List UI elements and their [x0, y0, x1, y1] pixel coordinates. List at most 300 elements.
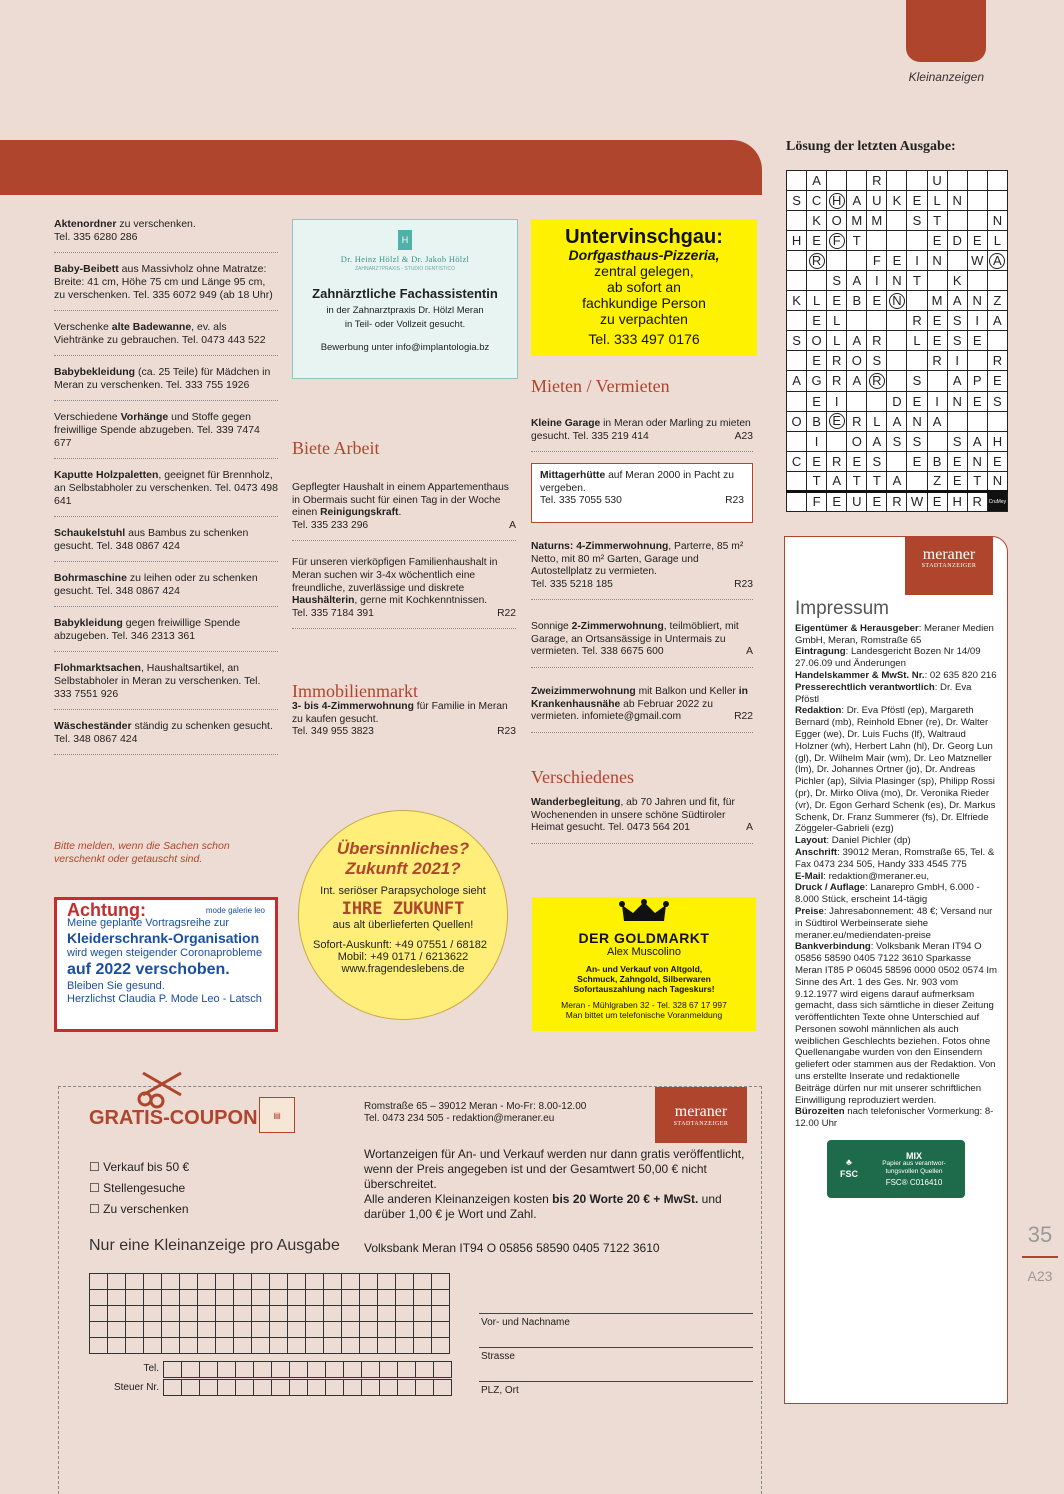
crossword-letter: E	[892, 253, 902, 269]
untervinschgau-ad	[531, 219, 757, 356]
grid-cell[interactable]	[182, 1362, 200, 1378]
grid-cell[interactable]	[342, 1322, 360, 1338]
crossword-letter: A	[852, 373, 862, 389]
grid-cell[interactable]	[234, 1322, 252, 1338]
unterv-line: Untervinschgau:	[565, 226, 723, 248]
crossword-cell	[927, 411, 947, 431]
ad-text: aus Bambus zu schenken gesucht. Tel. 348 0867 424	[54, 527, 249, 552]
grid-cell[interactable]	[126, 1322, 144, 1338]
crossword-letter: I	[834, 393, 839, 409]
crossword-letter: A	[872, 433, 882, 449]
grid-cell[interactable]	[108, 1338, 126, 1354]
impressum-value: : redaktion@meraner.eu,	[823, 870, 929, 882]
achtung-ad: Achtung: mode galerie leo Meine geplante Vortragsreihe zur Kleiderschrank-Organisation wird wegen steigender Coronaprobleme auf 2022 verschoben. Bleiben Sie gesund. Herzlichst Claudia P. Mode Leo - Latsch	[54, 897, 278, 1032]
grid-cell[interactable]	[180, 1274, 198, 1290]
crossword-cell	[827, 391, 847, 411]
grid-cell[interactable]	[290, 1362, 308, 1378]
option-verschenken[interactable]	[89, 1199, 189, 1220]
checkbox-icon[interactable]: ☐	[89, 1202, 100, 1216]
grid-cell[interactable]	[272, 1362, 290, 1378]
grid-cell[interactable]	[216, 1338, 234, 1354]
grid-cell[interactable]	[234, 1290, 252, 1306]
grid-cell[interactable]	[378, 1322, 396, 1338]
grid-cell[interactable]	[90, 1290, 108, 1306]
street-line[interactable]	[479, 1347, 753, 1348]
grid-cell[interactable]	[162, 1322, 180, 1338]
crossword-cell	[827, 311, 847, 331]
grid-cell[interactable]	[378, 1290, 396, 1306]
coupon-word-grid[interactable]	[89, 1273, 450, 1354]
achtung-line: Meine geplante Vortragsreihe zur	[67, 917, 230, 929]
grid-cell[interactable]	[432, 1306, 450, 1322]
grid-cell[interactable]	[398, 1362, 416, 1378]
tel-grid[interactable]	[163, 1361, 452, 1378]
ad-text: , geeignet für Brennholz, an Selbstabholer zu verschenken. Tel. 0473 498 641	[54, 469, 278, 507]
grid-cell[interactable]	[144, 1322, 162, 1338]
crossword-letter: E	[832, 494, 842, 510]
crossword-letter: E	[912, 193, 922, 209]
grid-cell[interactable]	[252, 1322, 270, 1338]
grid-cell[interactable]	[342, 1274, 360, 1290]
grid-cell[interactable]	[126, 1338, 144, 1354]
crossword-cell	[927, 251, 947, 271]
grid-cell[interactable]	[396, 1322, 414, 1338]
mieten-text: , teilmöbliert, mit Garage, an Ortsansässige in Untermais zu vermieten. Tel. 338 6675 600	[531, 621, 739, 658]
grid-cell[interactable]	[198, 1290, 216, 1306]
crossword-letter: E	[993, 373, 1002, 389]
crossword-cell	[987, 251, 1007, 271]
crossword-cell	[947, 491, 967, 511]
grid-cell[interactable]	[218, 1362, 236, 1378]
crossword-letter: T	[973, 473, 982, 489]
grid-cell[interactable]	[216, 1274, 234, 1290]
crossword-cell	[887, 271, 907, 291]
crossword-cell	[827, 251, 847, 271]
crossword-cell	[847, 471, 867, 491]
grid-cell[interactable]	[306, 1338, 324, 1354]
grid-cell[interactable]	[360, 1322, 378, 1338]
crossword-cell	[867, 491, 887, 511]
grid-cell[interactable]	[90, 1322, 108, 1338]
ad-tel: Tel. 335 233 296	[292, 519, 369, 531]
grid-cell[interactable]	[398, 1380, 416, 1396]
fsc-line: tungsvollen Quellen	[885, 1167, 943, 1175]
crossword-cell	[827, 351, 847, 371]
grid-cell[interactable]	[144, 1306, 162, 1322]
impressum-value: : Meraner Medien GmbH, Meran, Romstraße 65	[795, 622, 994, 646]
crossword-cell	[987, 351, 1007, 371]
impressum-key: Preise	[795, 905, 824, 917]
crossword-cell	[827, 371, 847, 391]
mieten-bold: in Krankenhausnähe	[531, 686, 748, 710]
crossword-letter: L	[933, 193, 941, 209]
grid-cell[interactable]	[434, 1362, 452, 1378]
logo-text: meraner	[674, 1103, 728, 1120]
grid-cell[interactable]	[306, 1306, 324, 1322]
ad-text: , ev. als Viehtränke zu gebrauchen. Tel. 0473 443 522	[54, 321, 266, 346]
grid-cell[interactable]	[216, 1290, 234, 1306]
crossword-cell	[807, 251, 827, 271]
grid-cell[interactable]	[396, 1306, 414, 1322]
grid-cell[interactable]	[108, 1274, 126, 1290]
grid-cell[interactable]	[432, 1322, 450, 1338]
crossword-letter: E	[852, 453, 862, 469]
crossword-cell	[847, 211, 867, 231]
grid-cell[interactable]	[270, 1338, 288, 1354]
achtung-line: Herzlichst Claudia P. Mode Leo - Latsch	[67, 993, 262, 1005]
grid-cell[interactable]	[324, 1338, 342, 1354]
grid-cell[interactable]	[200, 1380, 218, 1396]
grid-cell[interactable]	[416, 1380, 434, 1396]
crown-icon	[619, 899, 669, 925]
crossword-cell	[847, 231, 867, 251]
grid-cell[interactable]	[362, 1362, 380, 1378]
mieten-text: Sonnige	[531, 621, 572, 632]
grid-cell[interactable]	[288, 1322, 306, 1338]
grid-cell[interactable]	[290, 1380, 308, 1396]
crossword-letter: E	[829, 413, 845, 429]
grid-cell[interactable]	[360, 1338, 378, 1354]
crossword-letter: O	[851, 433, 862, 449]
grid-cell[interactable]	[288, 1290, 306, 1306]
crossword-cell	[787, 371, 807, 391]
grid-cell[interactable]	[414, 1306, 432, 1322]
grid-cell[interactable]	[234, 1306, 252, 1322]
crossword-letter: E	[972, 333, 982, 349]
grid-cell[interactable]	[432, 1338, 450, 1354]
crossword-letter: S	[912, 213, 922, 229]
impressum-value: : 39012 Meran, Romstraße 65, Tel. & Fax 0473 234 505, Handy 333 4545 775	[795, 846, 995, 870]
grid-cell[interactable]	[360, 1274, 378, 1290]
grid-cell[interactable]	[326, 1362, 344, 1378]
ad-text: , Haushaltsartikel, an Selbstabholer in Meran zu verschenken. Tel. 333 7551 926	[54, 662, 261, 700]
crossword-letter: L	[913, 333, 921, 349]
grid-cell[interactable]	[270, 1274, 288, 1290]
copyright-label: CruMey	[988, 498, 1007, 505]
grid-cell[interactable]	[198, 1322, 216, 1338]
crossword-cell	[887, 451, 907, 471]
grid-cell[interactable]	[162, 1290, 180, 1306]
coupon-options	[89, 1157, 189, 1220]
grid-cell[interactable]	[396, 1338, 414, 1354]
crossword-letter: E	[812, 233, 821, 249]
grid-cell[interactable]	[416, 1362, 434, 1378]
grid-cell[interactable]	[252, 1306, 270, 1322]
grid-cell[interactable]	[396, 1274, 414, 1290]
grid-cell[interactable]	[216, 1322, 234, 1338]
grid-cell[interactable]	[198, 1338, 216, 1354]
crossword-cell	[787, 431, 807, 451]
crossword-letter: I	[955, 353, 959, 369]
grid-cell[interactable]	[324, 1322, 342, 1338]
grid-row	[164, 1362, 452, 1378]
grid-cell[interactable]	[378, 1338, 396, 1354]
grid-cell[interactable]	[380, 1362, 398, 1378]
crossword-letter: I	[814, 433, 819, 449]
grid-cell[interactable]	[342, 1306, 360, 1322]
grid-cell[interactable]	[342, 1290, 360, 1306]
crossword-cell	[967, 331, 987, 351]
crossword-letter: L	[873, 413, 881, 429]
grid-cell[interactable]	[270, 1290, 288, 1306]
crossword-letter: U	[872, 193, 882, 209]
grid-cell[interactable]	[378, 1274, 396, 1290]
grid-cell[interactable]	[126, 1290, 144, 1306]
giveaway-ad	[54, 527, 278, 562]
grid-cell[interactable]	[162, 1274, 180, 1290]
grid-cell[interactable]	[144, 1290, 162, 1306]
grid-cell[interactable]	[90, 1306, 108, 1322]
crossword-cell	[847, 451, 867, 471]
crossword-row	[787, 391, 1008, 411]
grid-cell[interactable]	[252, 1274, 270, 1290]
crossword-cell	[867, 391, 887, 411]
crossword-letter: P	[972, 373, 982, 389]
impressum-value: : Landesgericht Bozen Nr 14/09 27.06.09 und Änderungen	[795, 646, 981, 670]
grid-cell[interactable]	[90, 1338, 108, 1354]
crossword-letter: Z	[933, 473, 942, 489]
grid-cell[interactable]	[180, 1306, 198, 1322]
crossword-cell	[887, 251, 907, 271]
grid-cell[interactable]	[414, 1274, 432, 1290]
grid-cell[interactable]	[180, 1322, 198, 1338]
grid-cell[interactable]	[324, 1290, 342, 1306]
grid-cell[interactable]	[90, 1274, 108, 1290]
grid-cell[interactable]	[108, 1306, 126, 1322]
achtung-line: auf 2022 verschoben	[67, 961, 226, 978]
coupon-addr: Romstraße 65 – 39012 Meran - Mo-Fr: 8.00-12.00	[364, 1101, 587, 1112]
grid-cell[interactable]	[162, 1306, 180, 1322]
crossword-cell	[927, 171, 947, 191]
option-label: Stellengesuche	[103, 1181, 186, 1195]
impressum-key: Anschrift	[795, 846, 838, 858]
gold-name: Alex Muscolino	[607, 946, 681, 958]
grid-cell[interactable]	[200, 1362, 218, 1378]
grid-cell[interactable]	[344, 1362, 362, 1378]
grid-row	[164, 1380, 452, 1396]
giveaway-ad	[54, 218, 278, 253]
grid-cell[interactable]	[432, 1274, 450, 1290]
crossword-letter: R	[809, 253, 825, 269]
crossword-letter: M	[931, 293, 943, 309]
checkbox-icon[interactable]: ☐	[89, 1181, 100, 1195]
grid-cell[interactable]	[218, 1380, 236, 1396]
versch-bold: Wanderbegleitung	[531, 797, 621, 808]
grid-cell[interactable]	[234, 1338, 252, 1354]
grid-cell[interactable]	[198, 1274, 216, 1290]
grid-cell[interactable]	[306, 1322, 324, 1338]
ad-text: Verschenke	[54, 321, 112, 333]
crossword-cell	[887, 291, 907, 311]
grid-cell[interactable]	[144, 1274, 162, 1290]
grid-cell[interactable]	[252, 1338, 270, 1354]
crossword-cell	[987, 171, 1007, 191]
crossword-cell	[807, 191, 827, 211]
crossword-row	[787, 231, 1008, 251]
grid-cell[interactable]	[308, 1362, 326, 1378]
grid-cell[interactable]	[198, 1306, 216, 1322]
plz-line[interactable]	[479, 1381, 753, 1382]
grid-cell[interactable]	[288, 1338, 306, 1354]
crossword-cell	[867, 351, 887, 371]
ueber-line: Übersinnliches?	[336, 839, 470, 858]
grid-cell[interactable]	[126, 1306, 144, 1322]
grid-cell[interactable]	[108, 1322, 126, 1338]
crossword-letter: O	[811, 333, 822, 349]
crossword-cell	[907, 411, 927, 431]
crossword-letter: Z	[993, 293, 1002, 309]
gold-title: DER GOLDMARKT	[578, 930, 710, 946]
grid-cell[interactable]	[236, 1362, 254, 1378]
grid-cell[interactable]	[270, 1322, 288, 1338]
grid-cell[interactable]	[362, 1380, 380, 1396]
crossword-cell	[887, 471, 907, 491]
grid-cell[interactable]	[272, 1380, 290, 1396]
grid-cell[interactable]	[252, 1290, 270, 1306]
grid-cell[interactable]	[108, 1290, 126, 1306]
ad-text: .	[398, 507, 402, 519]
unterv-line: zentral gelegen,	[594, 263, 694, 279]
biete-list	[292, 482, 516, 645]
impressum-text	[795, 623, 997, 1130]
mieten-text: ab Februar 2022 zu vermieten. infomiete@gmail.com	[531, 698, 714, 723]
option-verkauf[interactable]	[89, 1157, 189, 1178]
ad-text: , gerne mit Kochkenntnissen.	[354, 595, 488, 607]
page-divider	[1022, 1256, 1058, 1258]
giveaway-ad	[54, 411, 278, 459]
grid-cell[interactable]	[234, 1274, 252, 1290]
crossword-letter: R	[832, 453, 842, 469]
impressum-entry	[795, 847, 997, 871]
crossword-cell	[927, 331, 947, 351]
grid-row	[90, 1306, 450, 1322]
mieten-ad	[531, 418, 753, 452]
grid-cell[interactable]	[162, 1338, 180, 1354]
grid-cell[interactable]	[380, 1380, 398, 1396]
steuer-grid[interactable]	[163, 1379, 452, 1396]
grid-cell[interactable]	[396, 1290, 414, 1306]
ad-text: (ca. 25 Teile) für Mädchen in Meran zu verschenken. Tel. 333 755 1926	[54, 366, 271, 391]
impressum-value: : Lanarepro GmbH, 6.000 - 8.000 Stück, erscheint 14-tägig	[795, 882, 980, 906]
crossword-cell	[867, 211, 887, 231]
crossword-cell	[807, 331, 827, 351]
grid-cell[interactable]	[180, 1338, 198, 1354]
option-stellengesuche[interactable]	[89, 1178, 189, 1199]
crossword-cell	[847, 431, 867, 451]
crossword-cell	[967, 431, 987, 451]
crossword-cell	[807, 171, 827, 191]
crossword-letter: S	[952, 333, 962, 349]
fsc-mix: MIX	[905, 1150, 922, 1161]
grid-cell[interactable]	[434, 1380, 452, 1396]
grid-cell[interactable]	[432, 1290, 450, 1306]
crossword-cell	[907, 471, 927, 491]
grid-cell[interactable]	[306, 1274, 324, 1290]
crossword-cell	[907, 371, 927, 391]
grid-cell[interactable]	[414, 1290, 432, 1306]
crossword-cell	[907, 311, 927, 331]
impressum-value: : 02 635 820 216	[924, 669, 997, 681]
crossword-cell	[967, 371, 987, 391]
ad-text: zu leihen oder zu schenken gesucht. Tel. 348 0867 424	[54, 572, 258, 597]
crossword-cell	[967, 271, 987, 291]
crossword-letter: S	[952, 433, 962, 449]
crossword-cell	[987, 471, 1007, 491]
crossword-letter: A	[952, 293, 962, 309]
grid-cell[interactable]	[216, 1306, 234, 1322]
crossword-cell	[927, 451, 947, 471]
grid-cell[interactable]	[344, 1380, 362, 1396]
grid-cell[interactable]	[164, 1362, 182, 1378]
grid-cell[interactable]	[342, 1338, 360, 1354]
ad-bold: Haushälterin	[292, 595, 355, 607]
name-line[interactable]	[479, 1313, 753, 1314]
crossword-cell	[947, 431, 967, 451]
crossword-row	[787, 331, 1008, 351]
checkbox-icon[interactable]: ☐	[89, 1160, 100, 1174]
grid-cell[interactable]	[414, 1338, 432, 1354]
grid-cell[interactable]	[236, 1380, 254, 1396]
grid-cell[interactable]	[164, 1380, 182, 1396]
dental-line: in Teil- oder Vollzeit gesucht.	[344, 319, 466, 330]
impressum-value: nach telefonischer Vormerkung: 8-12.00 Uhr	[795, 1106, 994, 1130]
mieten-bold: Kleine Garage	[531, 418, 601, 429]
grid-cell[interactable]	[144, 1338, 162, 1354]
grid-cell[interactable]	[254, 1380, 272, 1396]
grid-row	[90, 1338, 450, 1354]
grid-cell[interactable]	[306, 1290, 324, 1306]
grid-cell[interactable]	[288, 1306, 306, 1322]
grid-cell[interactable]	[180, 1290, 198, 1306]
biete-ad	[292, 482, 516, 541]
grid-cell[interactable]	[378, 1306, 396, 1322]
logo-sub: STADTANZEIGER	[921, 562, 977, 569]
grid-cell[interactable]	[288, 1274, 306, 1290]
grid-cell[interactable]	[324, 1274, 342, 1290]
impressum-title: Impressum	[795, 598, 889, 619]
crossword-letter: S	[952, 313, 962, 329]
crossword-cell	[967, 351, 987, 371]
grid-cell[interactable]	[414, 1322, 432, 1338]
crossword-cell	[787, 191, 807, 211]
crossword-letter: A	[892, 473, 902, 489]
unterv-line: ,	[715, 247, 720, 263]
crossword-letter: K	[812, 213, 821, 229]
crossword-letter: H	[992, 433, 1003, 449]
crossword-cell	[867, 231, 887, 251]
grid-cell[interactable]	[324, 1306, 342, 1322]
coupon-bank: Volksbank Meran IT94 O 05856 58590 0405 7122 3610	[364, 1241, 660, 1255]
crossword-cell	[947, 331, 967, 351]
grid-cell[interactable]	[308, 1380, 326, 1396]
header-band	[0, 140, 762, 195]
crossword-letter: T	[812, 473, 821, 489]
crossword-row	[787, 371, 1008, 391]
crossword-cell	[807, 271, 827, 291]
impressum-key: Bürozeiten	[795, 1106, 845, 1118]
crossword-letter: A	[993, 313, 1002, 329]
crossword-cell	[947, 171, 967, 191]
crossword-letter: T	[913, 273, 921, 289]
grid-cell[interactable]	[360, 1290, 378, 1306]
grid-cell[interactable]	[360, 1306, 378, 1322]
grid-cell[interactable]	[270, 1306, 288, 1322]
crossword-cell	[967, 471, 987, 491]
grid-cell[interactable]	[182, 1380, 200, 1396]
grid-cell[interactable]	[326, 1380, 344, 1396]
grid-cell[interactable]	[126, 1274, 144, 1290]
grid-cell[interactable]	[254, 1362, 272, 1378]
